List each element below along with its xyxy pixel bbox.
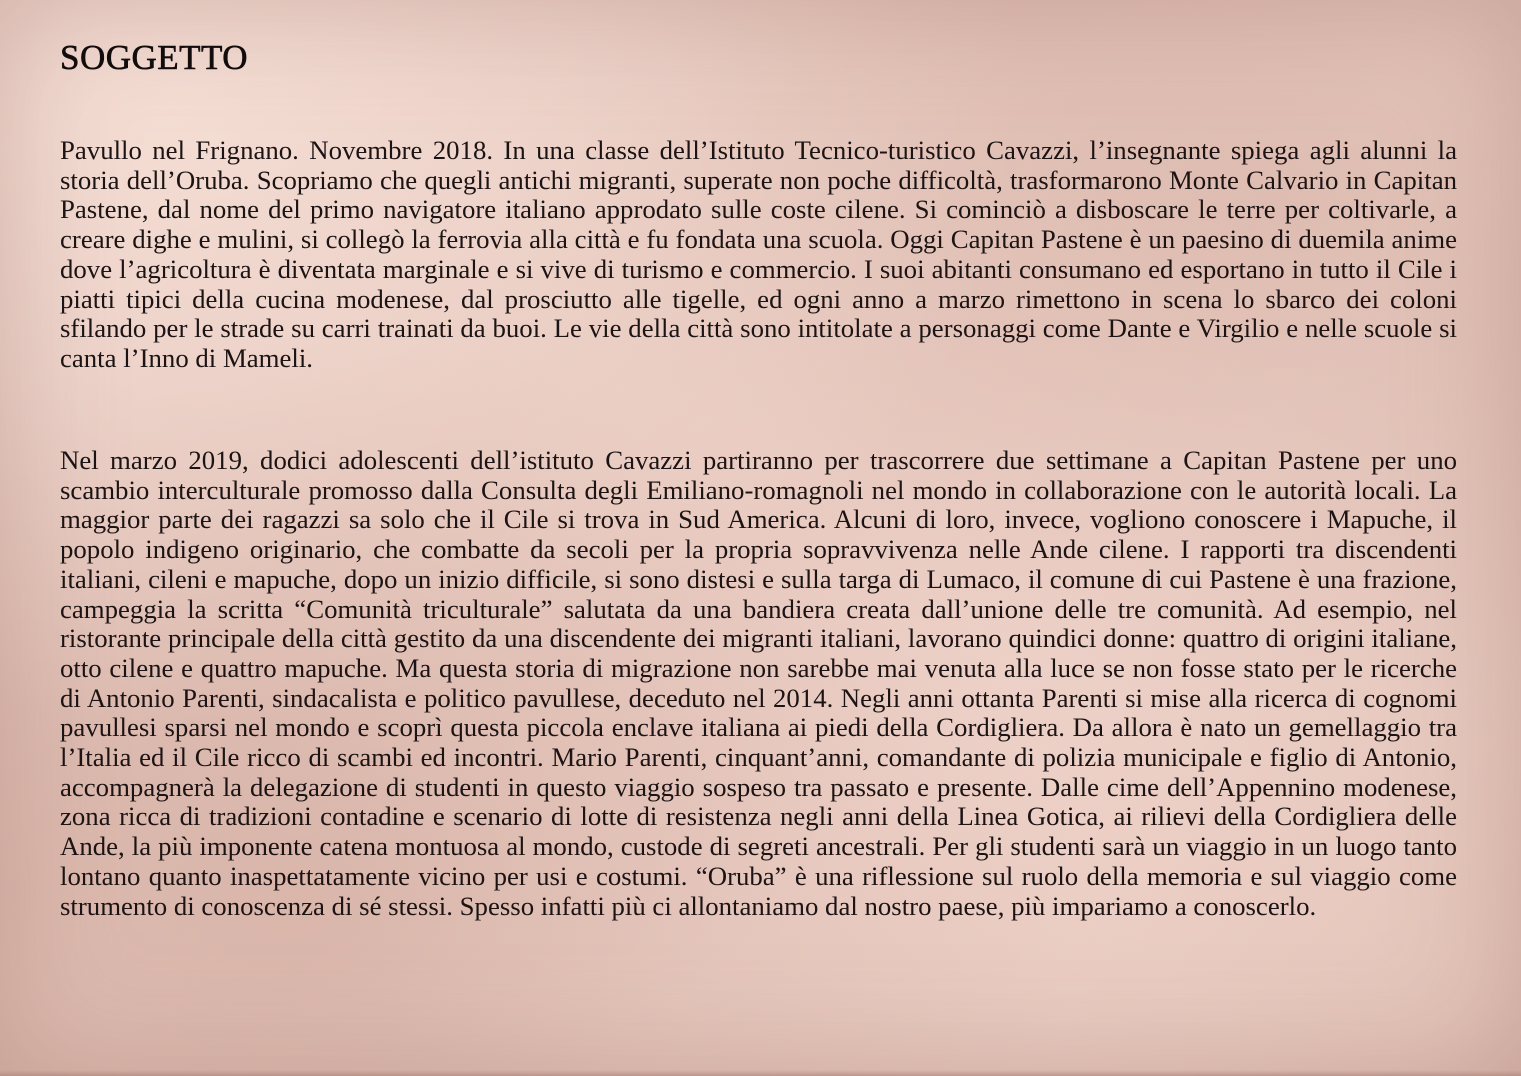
paper-bottom-edge [0,1070,1521,1076]
page-title: SOGGETTO [60,38,249,77]
paragraph-2: Nel marzo 2019, dodici adolescenti dell’istituto Cavazzi partiranno per trascorrere due settimane a Capitan Pastene per uno scambio interculturale promosso dalla Consulta degli Emiliano-romagnoli nel mondo in collaborazione con le autorità locali. La maggior parte dei ragazzi sa solo che il Cile si trova in Sud America. Alcuni di loro, invece, vogliono conoscere i Mapuche, il popolo indigeno originario, che combatte da secoli per la propria sopravvivenza nelle Ande cilene. I rapporti tra discendenti italiani, cileni e mapuche, dopo un inizio difficile, si sono distesi e sulla targa di Lumaco, il comune di cui Pastene è una frazione, campeggia la scritta “Comunità triculturale” salutata da una bandiera creata dall’unione delle tre comunità. Ad esempio, nel ristorante principale della città gestito da una discendente dei migranti italiani, lavorano quindici donne: quattro di origini italiane, otto cilene e quattro mapuche. Ma questa storia di migrazione non sarebbe mai venuta alla luce se non fosse stato per le ricerche di Antonio Parenti, sindacalista e politico pavullese, deceduto nel 2014. Negli anni ottanta Parenti si mise alla ricerca di cognomi pavullesi sparsi nel mondo e scoprì questa piccola enclave italiana ai piedi della Cordigliera. Da allora è nato un gemellaggio tra l’Italia ed il Cile ricco di scambi ed incontri. Mario Parenti, cinquant’anni, comandante di polizia municipale e figlio di Antonio, accompagnerà la delegazione di studenti in questo viaggio sospeso tra passato e presente. Dalle cime dell’Appennino modenese, zona ricca di tradizioni contadine e scenario di lotte di resistenza negli anni della Linea Gotica, ai rilievi della Cordigliera delle Ande, la più imponente catena montuosa al mondo, custode di segreti ancestrali. Per gli studenti sarà un viaggio in un luogo tanto lontano quanto inaspettatamente vicino per usi e costumi. “Oruba” è una riflessione sul ruolo della memoria e sul viaggio come strumento di conoscenza di sé stessi. Spesso infatti più ci allontaniamo dal nostro paese, più impariamo a conoscerlo. [60,445,1457,921]
paragraph-1: Pavullo nel Frignano. Novembre 2018. In una classe dell’Istituto Tecnico-turistico Cavazzi, l’insegnante spiega agli alunni la storia dell’Oruba. Scopriamo che quegli antichi migranti, superate non poche difficoltà, trasformarono Monte Calvario in Capitan Pastene, dal nome del primo navigatore italiano approdato sulle coste cilene. Si cominciò a disboscare le terre per coltivarle, a creare dighe e mulini, si collegò la ferrovia alla città e fu fondata una scuola. Oggi Capitan Pastene è un paesino di duemila anime dove l’agricoltura è diventata marginale e si vive di turismo e commercio. I suoi abitanti consumano ed esportano in tutto il Cile i piatti tipici della cucina modenese, dal prosciutto alle tigelle, ed ogni anno a marzo rimettono in scena lo sbarco dei coloni sfilando per le strade su carri trainati da buoi. Le vie della città sono intitolate a personaggi come Dante e Virgilio e nelle scuole si canta l’Inno di Mameli. [60,135,1457,373]
